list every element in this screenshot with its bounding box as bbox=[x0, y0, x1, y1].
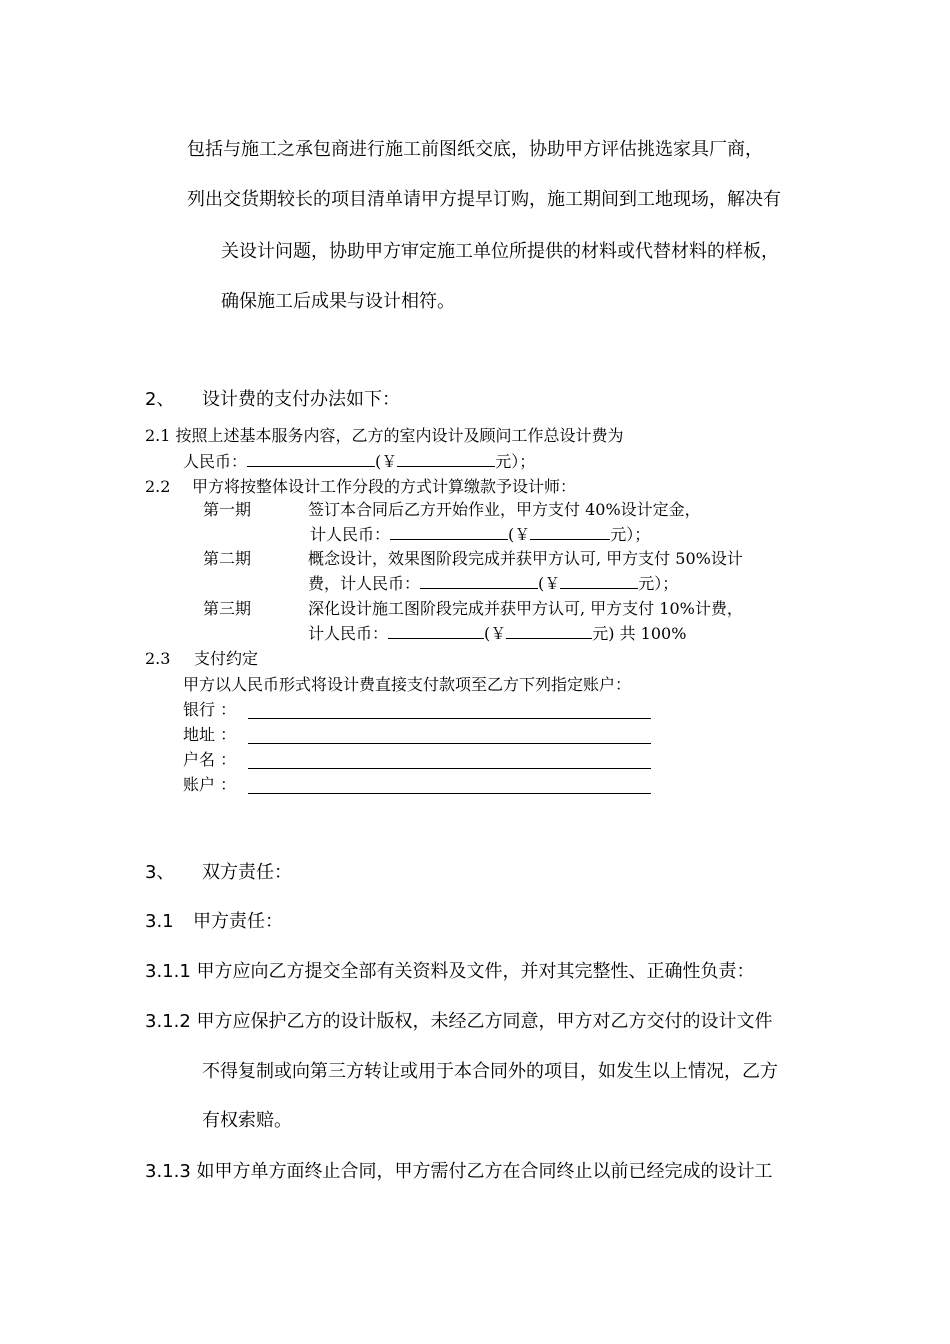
yen-open: (￥ bbox=[484, 624, 507, 643]
account-number-field-line bbox=[248, 793, 651, 794]
clause-2-3-number: 2.3 bbox=[145, 649, 171, 668]
yen-close: 元) 共 100% bbox=[592, 624, 687, 643]
phase-2-label: 第二期 bbox=[203, 549, 252, 568]
yen-open: (￥ bbox=[508, 525, 531, 544]
phase-3-label: 第三期 bbox=[203, 599, 252, 618]
account-name-field-line bbox=[248, 768, 651, 769]
rmb-label: 计人民币： bbox=[308, 624, 389, 643]
rmb-label: 人民币： bbox=[183, 452, 248, 471]
phase-2-description: 概念设计，效果图阶段完成并获甲方认可, 甲方支付 50%设计 bbox=[308, 549, 743, 568]
clause-2-3-title: 支付约定 bbox=[194, 649, 259, 668]
yen-close: 元）； bbox=[638, 574, 679, 593]
account-number-field-label: 账户 ： bbox=[183, 775, 237, 794]
yen-close: 元）； bbox=[610, 525, 651, 544]
intro-line-1: 包括与施工之承包商进行施工前图纸交底，协助甲方评估挑选家具厂商， bbox=[187, 139, 763, 160]
clause-3-1-1: 3.1.1 甲方应向乙方提交全部有关资料及文件，并对其完整性、正确性负责： bbox=[145, 961, 755, 982]
address-field-label: 地址 ： bbox=[183, 725, 237, 744]
section-2-title: 设计费的支付办法如下： bbox=[202, 389, 400, 410]
yen-blank bbox=[397, 465, 495, 467]
yen-blank bbox=[560, 587, 638, 589]
section-3-number: 3、 bbox=[145, 862, 175, 883]
clause-3-1-number: 3.1 bbox=[145, 911, 174, 932]
phase-1-amount bbox=[310, 527, 650, 543]
yen-open: (￥ bbox=[538, 574, 561, 593]
clause-3-1-2-line-2: 不得复制或向第三方转让或用于本合同外的项目，如发生以上情况，乙方 bbox=[202, 1061, 778, 1082]
clause-3-1-2-line-3: 有权索赔。 bbox=[202, 1110, 292, 1131]
clause-2-1-amount bbox=[183, 454, 535, 470]
clause-2-2-number: 2.2 bbox=[145, 477, 171, 496]
section-2-number: 2、 bbox=[145, 389, 175, 410]
clause-3-1-title: 甲方责任： bbox=[193, 911, 283, 932]
section-3-title: 双方责任： bbox=[202, 862, 292, 883]
clause-3-1-2-line-1: 3.1.2 甲方应保护乙方的设计版权，未经乙方同意，甲方对乙方交付的设计文件 bbox=[145, 1011, 773, 1032]
rmb-blank bbox=[388, 637, 484, 639]
rmb-blank bbox=[390, 538, 508, 540]
clause-3-1-3-line-1: 3.1.3 如甲方单方面终止合同，甲方需付乙方在合同终止以前已经完成的设计工 bbox=[145, 1161, 773, 1182]
intro-line-2: 列出交货期较长的项目清单请甲方提早订购，施工期间到工地现场，解决有 bbox=[187, 189, 781, 210]
clause-2-3-text: 甲方以人民币形式将设计费直接支付款项至乙方下列指定账户： bbox=[183, 675, 632, 694]
rmb-blank bbox=[247, 465, 375, 467]
yen-blank bbox=[530, 538, 610, 540]
phase-1-label: 第一期 bbox=[203, 500, 252, 519]
phase-1-description: 签订本合同后乙方开始作业，甲方支付 40%设计定金， bbox=[308, 500, 701, 519]
yen-blank bbox=[506, 637, 592, 639]
yen-close: 元）； bbox=[495, 452, 536, 471]
rmb-blank bbox=[420, 587, 538, 589]
intro-line-4: 确保施工后成果与设计相符。 bbox=[221, 291, 455, 312]
rmb-label: 费，计人民币： bbox=[308, 574, 421, 593]
yen-open: (￥ bbox=[375, 452, 398, 471]
address-field-line bbox=[248, 743, 651, 744]
clause-2-1-text: 2.1 按照上述基本服务内容，乙方的室内设计及顾问工作总设计费为 bbox=[145, 426, 624, 445]
account-name-field-label: 户名 ： bbox=[183, 750, 237, 769]
intro-line-3: 关设计问题，协助甲方审定施工单位所提供的材料或代替材料的样板， bbox=[221, 241, 779, 262]
phase-3-amount bbox=[308, 626, 686, 642]
phase-3-description: 深化设计施工图阶段完成并获甲方认可, 甲方支付 10%计费， bbox=[308, 599, 743, 618]
bank-field-label: 银行 ： bbox=[183, 700, 237, 719]
phase-2-amount bbox=[308, 576, 678, 592]
clause-2-2-text: 甲方将按整体设计工作分段的方式计算缴款予设计师： bbox=[192, 477, 577, 496]
bank-field-line bbox=[248, 718, 651, 719]
rmb-label: 计人民币： bbox=[310, 525, 391, 544]
